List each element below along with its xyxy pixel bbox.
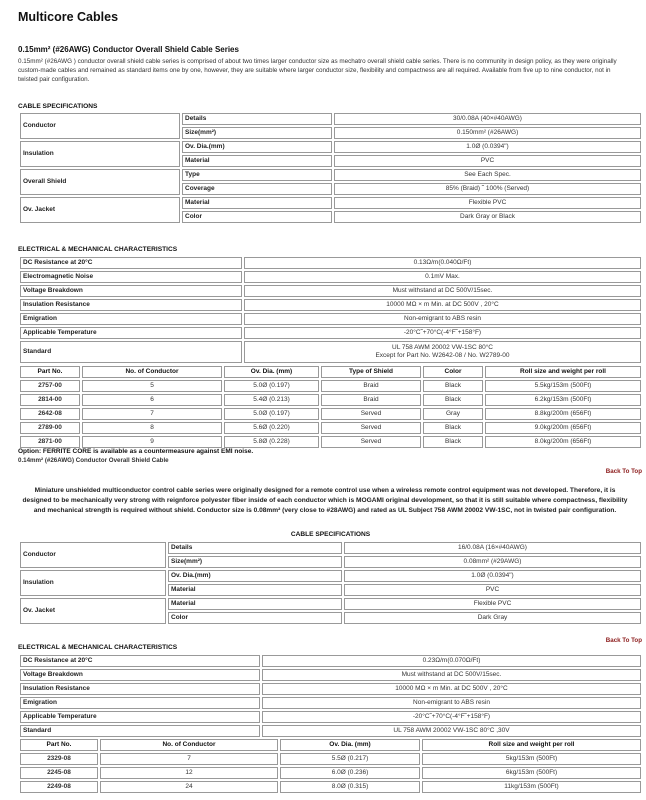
elec-heading: ELECTRICAL & MECHANICAL CHARACTERISTICS: [18, 644, 178, 651]
table-cell: 11kg/153m (500Ft): [422, 781, 641, 793]
parts-table: [18, 364, 643, 450]
table-row: [20, 285, 641, 297]
table-cell: Served: [321, 436, 421, 448]
spec-key: Material: [182, 197, 332, 209]
table-cell: Gray: [423, 408, 483, 420]
table-cell: Black: [423, 422, 483, 434]
elec-label: Applicable Temperature: [20, 711, 260, 723]
column-header: No. of Conductor: [100, 739, 278, 751]
table-row: [20, 313, 641, 325]
table-cell: 9.0kg/200m (656Ft): [485, 422, 641, 434]
table-row: [20, 669, 641, 681]
elec-table: [18, 255, 643, 365]
column-header: Ov. Dia. (mm): [224, 366, 319, 378]
table-row: [20, 408, 641, 420]
elec-label: Insulation Resistance: [20, 299, 242, 311]
spec-label: Ov. Jacket: [20, 598, 166, 624]
part-number: 2814-00: [20, 394, 80, 406]
spec-label: Insulation: [20, 141, 180, 167]
part-number: 2245-08: [20, 767, 98, 779]
column-header: Roll size and weight per roll: [485, 366, 641, 378]
table-row: [20, 725, 641, 737]
table-row: [20, 394, 641, 406]
elec-value: 0.23Ω/m(0.070Ω/Ft): [262, 655, 641, 667]
spec-table: [18, 111, 643, 225]
elec-label: Applicable Temperature: [20, 327, 242, 339]
spec-value: Flexible PVC: [344, 598, 641, 610]
spec-value: 16/0.08A (16×#40AWG): [344, 542, 641, 554]
table-row: [20, 598, 641, 610]
column-header: No. of Conductor: [82, 366, 222, 378]
table-row: [20, 327, 641, 339]
standard-line: Except for Part No. W2642-08 / No. W2789-00: [375, 352, 510, 359]
spec-key: Details: [182, 113, 332, 125]
elec-value: Non-emigrant to ABS resin: [244, 313, 641, 325]
spec-value: Flexible PVC: [334, 197, 641, 209]
table-cell: Served: [321, 408, 421, 420]
column-header: Part No.: [20, 739, 98, 751]
table-row: [20, 141, 641, 153]
table-row: [20, 767, 641, 779]
table-header-row: [20, 366, 641, 378]
table-cell: 7: [82, 408, 222, 420]
spec-key: Size(mm²): [182, 127, 332, 139]
table-row: [20, 570, 641, 582]
table-cell: Braid: [321, 380, 421, 392]
table-row: [20, 422, 641, 434]
table-cell: 5.6Ø (0.220): [224, 422, 319, 434]
part-number: 2789-00: [20, 422, 80, 434]
table-cell: 8.0Ø (0.315): [280, 781, 420, 793]
option-note: Option: FERRITE CORE is available as a countermeasure against EMI noise.: [18, 448, 254, 455]
table-row: [20, 655, 641, 667]
table-cell: Black: [423, 436, 483, 448]
spec-value: PVC: [344, 584, 641, 596]
table-cell: 5.4Ø (0.213): [224, 394, 319, 406]
spec-value: 1.0Ø (0.0394"): [344, 570, 641, 582]
table-cell: 8.8kg/200m (656Ft): [485, 408, 641, 420]
elec-label: Insulation Resistance: [20, 683, 260, 695]
spec-value: 1.0Ø (0.0394"): [334, 141, 641, 153]
spec-key: Material: [168, 598, 342, 610]
elec-label: Emigration: [20, 697, 260, 709]
parts-table: [18, 737, 643, 795]
table-cell: 24: [100, 781, 278, 793]
table-cell: 5.0Ø (0.197): [224, 408, 319, 420]
spec-label: Conductor: [20, 542, 166, 568]
spec-heading: CABLE SPECIFICATIONS: [290, 531, 371, 538]
table-row: [20, 781, 641, 793]
table-row: [20, 697, 641, 709]
table-cell: 8: [82, 422, 222, 434]
spec-key: Type: [182, 169, 332, 181]
standard-value: [244, 341, 641, 363]
spec-key: Size(mm²): [168, 556, 342, 568]
elec-value: 10000 MΩ × m Min. at DC 500V , 20°C: [262, 683, 641, 695]
spec-label: Insulation: [20, 570, 166, 596]
spec-key: Coverage: [182, 183, 332, 195]
spec-value: 85% (Braid) ˜ 100% (Served): [334, 183, 641, 195]
spec-key: Material: [168, 584, 342, 596]
table-row: [20, 380, 641, 392]
elec-value: UL 758 AWM 20002 VW-1SC 80°C ,30V: [262, 725, 641, 737]
table-cell: Black: [423, 394, 483, 406]
table-cell: Served: [321, 422, 421, 434]
standard-line: UL 758 AWM 20002 VW-1SC 80°C: [392, 344, 493, 351]
column-header: Part No.: [20, 366, 80, 378]
spec-key: Material: [182, 155, 332, 167]
spec-label: Overall Shield: [20, 169, 180, 195]
section-intro: Miniature unshielded multiconductor control cable series were originally designed for a remote control use when a wireless remote control equipment was not developed. Therefore, it is designed to be mechanically very strong with reignforce polyester fiber inside of each conductor which is MOGAMI original development, so that it is still suitable where compactness, flexibility and mechanical strength is required without shield. Conductor size is 0.08mm² (very close to #28AWG) and rated as UL Subject 758 AWM 20002 VW-1SC, not in twisted pair configuration.: [22, 487, 628, 514]
elec-value: 0.1mV Max.: [244, 271, 641, 283]
elec-value: Non-emigrant to ABS resin: [262, 697, 641, 709]
next-section-title: 0.14mm² (#26AWG) Conductor Overall Shield Cable: [18, 457, 169, 464]
table-row: [20, 341, 641, 363]
part-number: 2249-08: [20, 781, 98, 793]
page-title: Multicore Cables: [18, 10, 119, 24]
table-row: [20, 257, 641, 269]
elec-value: Must withstand at DC 500V/15sec.: [244, 285, 641, 297]
spec-key: Ov. Dia.(mm): [168, 570, 342, 582]
table-cell: 6: [82, 394, 222, 406]
table-cell: 8.0kg/200m (656Ft): [485, 436, 641, 448]
elec-value: 0.13Ω/m(0.040Ω/Ft): [244, 257, 641, 269]
column-header: Ov. Dia. (mm): [280, 739, 420, 751]
table-row: [20, 436, 641, 448]
spec-value: Dark Gray or Black: [334, 211, 641, 223]
table-cell: 5.8Ø (0.228): [224, 436, 319, 448]
elec-value: 10000 MΩ × m Min. at DC 500V , 20°C: [244, 299, 641, 311]
elec-value: Must withstand at DC 500V/15sec.: [262, 669, 641, 681]
elec-label: Standard: [20, 725, 260, 737]
elec-label: Emigration: [20, 313, 242, 325]
section-subtitle: 0.15mm² (#26AWG) Conductor Overall Shield Cable Series: [18, 45, 239, 54]
elec-label: Electromagnetic Noise: [20, 271, 242, 283]
table-row: [20, 711, 641, 723]
table-row: [20, 113, 641, 125]
part-number: 2757-00: [20, 380, 80, 392]
table-cell: Braid: [321, 394, 421, 406]
table-cell: 5.5Ø (0.217): [280, 753, 420, 765]
table-cell: 6.0Ø (0.236): [280, 767, 420, 779]
table-cell: Black: [423, 380, 483, 392]
table-cell: 9: [82, 436, 222, 448]
table-row: [20, 542, 641, 554]
table-header-row: [20, 739, 641, 751]
spec-key: Details: [168, 542, 342, 554]
table-row: [20, 683, 641, 695]
part-number: 2642-08: [20, 408, 80, 420]
table-row: [20, 169, 641, 181]
elec-heading: ELECTRICAL & MECHANICAL CHARACTERISTICS: [18, 246, 178, 253]
spec-key: Color: [168, 612, 342, 624]
spec-key: Color: [182, 211, 332, 223]
back-to-top-link[interactable]: Back To Top: [605, 637, 642, 644]
part-number: 2871-00: [20, 436, 80, 448]
table-row: [20, 197, 641, 209]
spec-label: Ov. Jacket: [20, 197, 180, 223]
elec-table: [18, 653, 643, 739]
back-to-top-link[interactable]: Back To Top: [605, 468, 642, 475]
elec-label: Voltage Breakdown: [20, 285, 242, 297]
elec-label: DC Resistance at 20°C: [20, 257, 242, 269]
spec-value: 0.150mm² (#26AWG): [334, 127, 641, 139]
spec-value: 30/0.08A (40×#40AWG): [334, 113, 641, 125]
section-intro: 0.15mm² (#26AWG ) conductor overall shield cable series is comprised of about two times larger conductor size as mechatro overall shield cable series. There is no community in design policy, as they were originally custom-made cables and remained as standard items one by one, however, they are suitable where larger conductor size, flexibility and compactness are all required. Available from five up to nine conductor, not in twisted pair configuration.: [18, 58, 617, 83]
table-cell: 5.5kg/153m (500Ft): [485, 380, 641, 392]
spec-value: PVC: [334, 155, 641, 167]
table-cell: 5kg/153m (500Ft): [422, 753, 641, 765]
elec-label: Voltage Breakdown: [20, 669, 260, 681]
elec-label: DC Resistance at 20°C: [20, 655, 260, 667]
table-cell: 6kg/153m (500Ft): [422, 767, 641, 779]
elec-value: -20°C˜+70°C(-4°F˜+158°F): [244, 327, 641, 339]
table-row: [20, 299, 641, 311]
spec-value: Dark Gray: [344, 612, 641, 624]
column-header: Color: [423, 366, 483, 378]
spec-key: Ov. Dia.(mm): [182, 141, 332, 153]
table-cell: 5.0Ø (0.197): [224, 380, 319, 392]
table-row: [20, 271, 641, 283]
part-number: 2329-08: [20, 753, 98, 765]
table-cell: 7: [100, 753, 278, 765]
column-header: Roll size and weight per roll: [422, 739, 641, 751]
column-header: Type of Shield: [321, 366, 421, 378]
spec-value: 0.08mm² (#29AWG): [344, 556, 641, 568]
table-row: [20, 753, 641, 765]
table-cell: 6.2kg/153m (500Ft): [485, 394, 641, 406]
table-cell: 5: [82, 380, 222, 392]
spec-heading: CABLE SPECIFICATIONS: [18, 103, 98, 110]
table-cell: 12: [100, 767, 278, 779]
standard-label: Standard: [20, 341, 242, 363]
spec-table: [18, 540, 643, 626]
elec-value: -20°C˜+70°C(-4°F˜+158°F): [262, 711, 641, 723]
spec-value: See Each Spec.: [334, 169, 641, 181]
spec-label: Conductor: [20, 113, 180, 139]
